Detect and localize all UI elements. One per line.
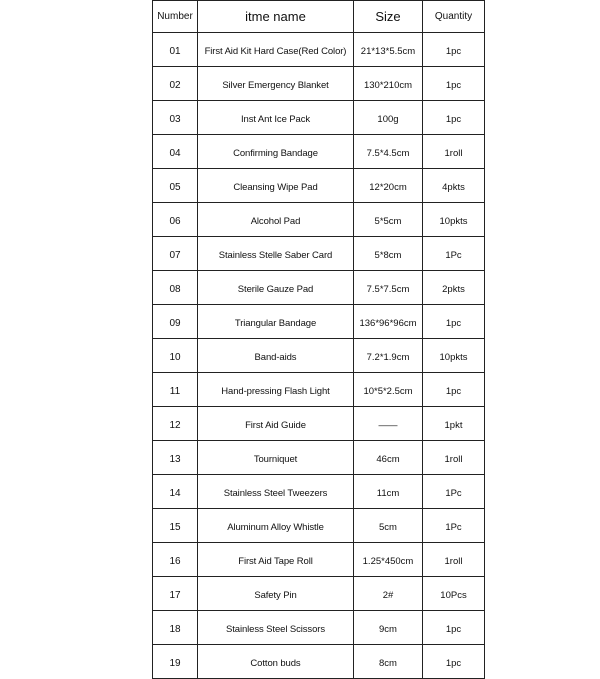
table-body <box>153 33 485 679</box>
row-item-name-cell: Band-aids <box>198 339 354 373</box>
row-number-cell: 18 <box>153 611 198 645</box>
row-item-name-cell: Cleansing Wipe Pad <box>198 169 354 203</box>
table-row <box>153 441 485 475</box>
row-quantity-cell: 1Pc <box>423 237 485 271</box>
row-item-name-cell: Sterile Gauze Pad <box>198 271 354 305</box>
row-number-cell: 04 <box>153 135 198 169</box>
row-size-cell: —— <box>354 407 423 441</box>
row-size-cell: 7.5*4.5cm <box>354 135 423 169</box>
row-item-name-cell: Aluminum Alloy Whistle <box>198 509 354 543</box>
row-number-cell: 02 <box>153 67 198 101</box>
row-item-name-cell: Stainless Steel Tweezers <box>198 475 354 509</box>
table-row <box>153 237 485 271</box>
row-item-name-cell: Stainless Steel Scissors <box>198 611 354 645</box>
row-number-cell: 13 <box>153 441 198 475</box>
table-row <box>153 543 485 577</box>
row-size-cell: 46cm <box>354 441 423 475</box>
row-number-cell: 15 <box>153 509 198 543</box>
row-size-cell: 130*210cm <box>354 67 423 101</box>
kit-contents-table <box>152 0 485 679</box>
row-number-cell: 10 <box>153 339 198 373</box>
row-number-cell: 06 <box>153 203 198 237</box>
row-quantity-cell: 1Pc <box>423 509 485 543</box>
row-size-cell: 1.25*450cm <box>354 543 423 577</box>
row-item-name-cell: Silver Emergency Blanket <box>198 67 354 101</box>
row-item-name-cell: Tourniquet <box>198 441 354 475</box>
row-number-cell: 03 <box>153 101 198 135</box>
row-quantity-cell: 1pc <box>423 67 485 101</box>
table-header <box>153 1 485 33</box>
row-size-cell: 136*96*96cm <box>354 305 423 339</box>
header-row <box>153 1 485 33</box>
table-row <box>153 577 485 611</box>
header-size: Size <box>354 1 423 33</box>
row-item-name-cell: Confirming Bandage <box>198 135 354 169</box>
row-number-cell: 12 <box>153 407 198 441</box>
row-size-cell: 10*5*2.5cm <box>354 373 423 407</box>
row-quantity-cell: 1pc <box>423 101 485 135</box>
row-quantity-cell: 2pkts <box>423 271 485 305</box>
row-quantity-cell: 10pkts <box>423 203 485 237</box>
row-item-name-cell: Safety Pin <box>198 577 354 611</box>
row-number-cell: 16 <box>153 543 198 577</box>
row-item-name-cell: First Aid Guide <box>198 407 354 441</box>
row-size-cell: 5cm <box>354 509 423 543</box>
row-item-name-cell: Inst Ant Ice Pack <box>198 101 354 135</box>
row-number-cell: 11 <box>153 373 198 407</box>
row-number-cell: 05 <box>153 169 198 203</box>
table-row <box>153 373 485 407</box>
table-row <box>153 101 485 135</box>
row-quantity-cell: 10Pcs <box>423 577 485 611</box>
table-row <box>153 339 485 373</box>
row-number-cell: 14 <box>153 475 198 509</box>
row-size-cell: 5*5cm <box>354 203 423 237</box>
row-item-name-cell: Hand-pressing Flash Light <box>198 373 354 407</box>
table-row <box>153 135 485 169</box>
row-size-cell: 5*8cm <box>354 237 423 271</box>
table-row <box>153 305 485 339</box>
row-item-name-cell: First Aid Kit Hard Case(Red Color) <box>198 33 354 67</box>
row-item-name-cell: First Aid Tape Roll <box>198 543 354 577</box>
row-size-cell: 7.2*1.9cm <box>354 339 423 373</box>
header-number: Number <box>153 1 198 33</box>
row-number-cell: 07 <box>153 237 198 271</box>
row-quantity-cell: 1pc <box>423 33 485 67</box>
row-item-name-cell: Alcohol Pad <box>198 203 354 237</box>
row-quantity-cell: 1pkt <box>423 407 485 441</box>
row-size-cell: 2# <box>354 577 423 611</box>
row-quantity-cell: 1pc <box>423 305 485 339</box>
row-quantity-cell: 1pc <box>423 611 485 645</box>
row-item-name-cell: Triangular Bandage <box>198 305 354 339</box>
row-quantity-cell: 1pc <box>423 645 485 679</box>
table-row <box>153 611 485 645</box>
row-number-cell: 09 <box>153 305 198 339</box>
row-size-cell: 9cm <box>354 611 423 645</box>
row-quantity-cell: 1roll <box>423 543 485 577</box>
table-row <box>153 407 485 441</box>
table-row <box>153 203 485 237</box>
table-row <box>153 33 485 67</box>
row-quantity-cell: 1roll <box>423 441 485 475</box>
row-size-cell: 11cm <box>354 475 423 509</box>
row-quantity-cell: 1roll <box>423 135 485 169</box>
row-item-name-cell: Stainless Stelle Saber Card <box>198 237 354 271</box>
table-row <box>153 271 485 305</box>
row-quantity-cell: 1pc <box>423 373 485 407</box>
row-number-cell: 08 <box>153 271 198 305</box>
row-number-cell: 19 <box>153 645 198 679</box>
row-number-cell: 01 <box>153 33 198 67</box>
row-item-name-cell: Cotton buds <box>198 645 354 679</box>
row-quantity-cell: 10pkts <box>423 339 485 373</box>
table-row <box>153 475 485 509</box>
table-row <box>153 645 485 679</box>
row-quantity-cell: 1Pc <box>423 475 485 509</box>
row-size-cell: 21*13*5.5cm <box>354 33 423 67</box>
row-size-cell: 8cm <box>354 645 423 679</box>
table-row <box>153 169 485 203</box>
header-quantity: Quantity <box>423 1 485 33</box>
header-item-name: itme name <box>198 1 354 33</box>
row-size-cell: 7.5*7.5cm <box>354 271 423 305</box>
row-number-cell: 17 <box>153 577 198 611</box>
row-size-cell: 12*20cm <box>354 169 423 203</box>
row-size-cell: 100g <box>354 101 423 135</box>
row-quantity-cell: 4pkts <box>423 169 485 203</box>
table-row <box>153 67 485 101</box>
table-row <box>153 509 485 543</box>
